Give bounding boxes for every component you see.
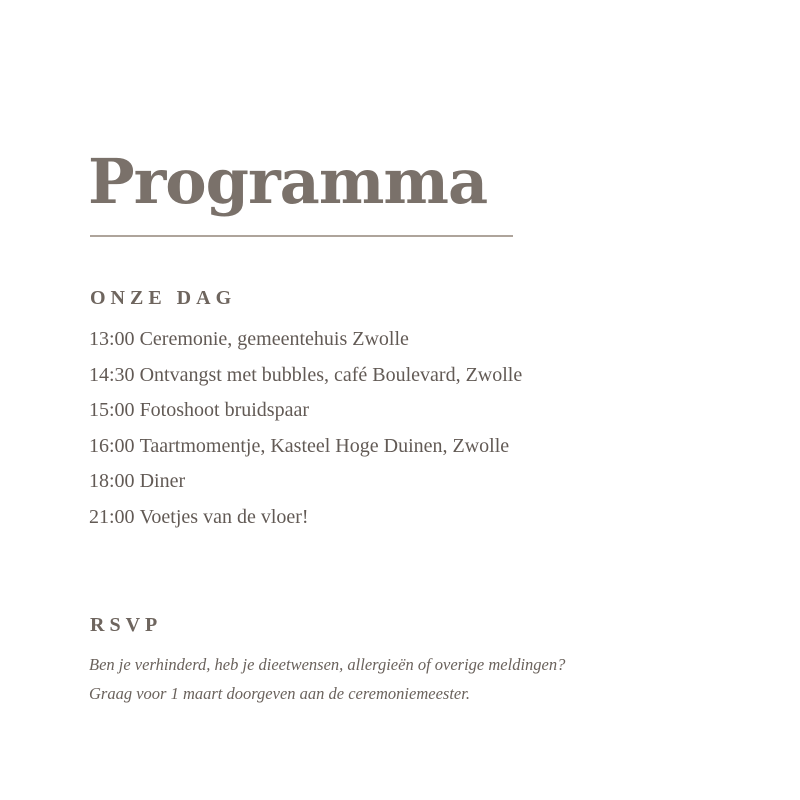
schedule-activity: Taartmomentje, Kasteel Hoge Duinen, Zwolle xyxy=(139,434,510,457)
schedule-activity: Ceremonie, gemeentehuis Zwolle xyxy=(139,328,409,350)
page-title: Programma xyxy=(88,145,488,218)
schedule-time: 21:00 xyxy=(89,505,135,528)
schedule-time: 13:00 xyxy=(89,328,135,350)
rsvp-message xyxy=(89,650,729,708)
schedule-activity: Fotoshoot bruidspaar xyxy=(139,399,309,421)
section-heading-rsvp: RSVP xyxy=(90,614,163,636)
schedule-list xyxy=(89,322,689,535)
rsvp-line: Ben je verhinderd, heb je dieetwensen, allergieën of overige meldingen? xyxy=(89,655,566,674)
schedule-time: 16:00 xyxy=(89,434,135,457)
schedule-item xyxy=(89,429,689,465)
title-divider xyxy=(90,235,513,237)
schedule-activity: Voetjes van de vloer! xyxy=(139,505,309,528)
schedule-item xyxy=(89,358,689,394)
schedule-time: 15:00 xyxy=(89,399,135,421)
schedule-time: 18:00 xyxy=(89,470,135,492)
schedule-item xyxy=(89,393,689,429)
section-heading-onze-dag: ONZE DAG xyxy=(90,287,237,309)
schedule-item xyxy=(89,322,689,358)
rsvp-line: Graag voor 1 maart doorgeven aan de ceremoniemeester. xyxy=(89,684,470,703)
schedule-item xyxy=(89,464,689,500)
schedule-time: 14:30 xyxy=(89,363,135,386)
schedule-item xyxy=(89,500,689,536)
schedule-activity: Diner xyxy=(139,470,186,492)
schedule-activity: Ontvangst met bubbles, café Boulevard, Zwolle xyxy=(139,363,523,386)
